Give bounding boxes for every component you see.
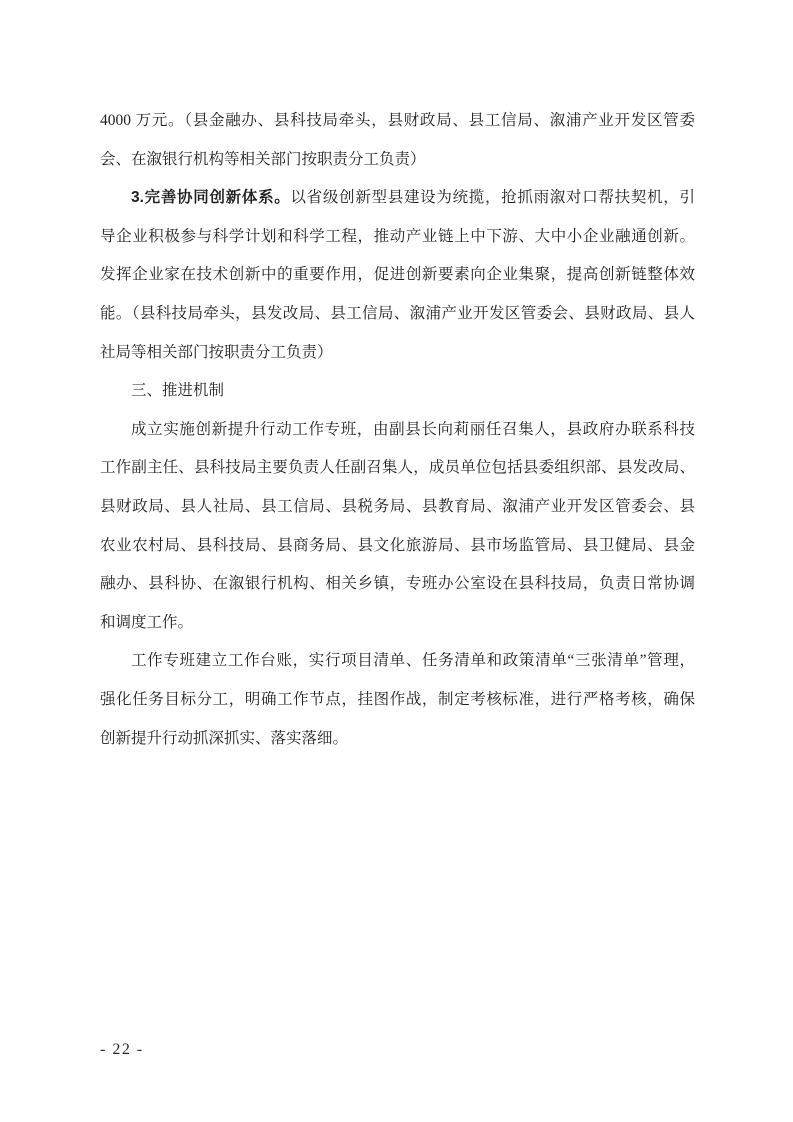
text-line [100,218,695,257]
text-line [100,565,695,604]
line-text: 4000 万元。（县金融办、县科技局牵头，县财政局、县工信局、溆浦产业开发区管委 [100,112,695,129]
line-text: 工作专班建立工作台账，实行项目清单、任务清单和政策清单“三张清单”管理， [131,652,695,670]
document-body [100,102,695,758]
text-line [100,604,695,643]
text-line [100,488,695,527]
text-line [100,256,695,295]
text-line [100,527,695,566]
line-text: 社局等相关部门按职责分工负责） [100,343,333,361]
clause-3-heading: 3.完善协同创新体系。 [131,189,291,207]
line-text: 成立实施创新提升行动工作专班，由副县长向莉丽任召集人，县政府办联系科技 [131,420,695,438]
page-number [100,1040,144,1060]
text-line [100,141,695,180]
section-heading [100,372,695,411]
line-text: 导企业积极参与科学计划和科学工程，推动产业链上中下游、大中小企业融通创新。 [100,227,695,245]
line-text: 融办、县科协、在溆银行机构、相关乡镇，专班办公室设在县科技局，负责日常协调 [100,575,695,593]
line-text: 会、在溆银行机构等相关部门按职责分工负责） [100,150,426,168]
line-text: 以省级创新型县建设为统揽，抢抓雨溆对口帮扶契机，引 [290,189,695,207]
line-text: 工作副主任、县科技局主要负责人任副召集人，成员单位包括县委组织部、县发改局、 [100,459,695,477]
text-line [100,642,695,681]
line-text: 发挥企业家在技术创新中的重要作用，促进创新要素向企业集聚，提高创新链整体效 [100,266,695,284]
line-text: 创新提升行动抓深抓实、落实落细。 [100,729,349,747]
text-line [100,334,695,373]
text-line [100,449,695,488]
line-text: 强化任务目标分工，明确工作节点，挂图作战，制定考核标准，进行严格考核，确保 [100,690,695,708]
line-text: 和调度工作。 [100,613,194,631]
text-line [100,411,695,450]
text-line [100,295,695,334]
text-line [100,102,695,141]
text-line [100,720,695,759]
section-heading-text: 三、推进机制 [131,382,225,400]
page-number-text: - 22 - [100,1041,144,1058]
line-text: 县财政局、县人社局、县工信局、县税务局、县教育局、溆浦产业开发区管委会、县 [100,497,695,515]
text-line [100,681,695,720]
line-text: 能。（县科技局牵头，县发改局、县工信局、溆浦产业开发区管委会、县财政局、县人 [100,304,695,322]
line-text: 农业农村局、县科技局、县商务局、县文化旅游局、县市场监管局、县卫健局、县金 [100,536,695,554]
text-line [100,179,695,218]
